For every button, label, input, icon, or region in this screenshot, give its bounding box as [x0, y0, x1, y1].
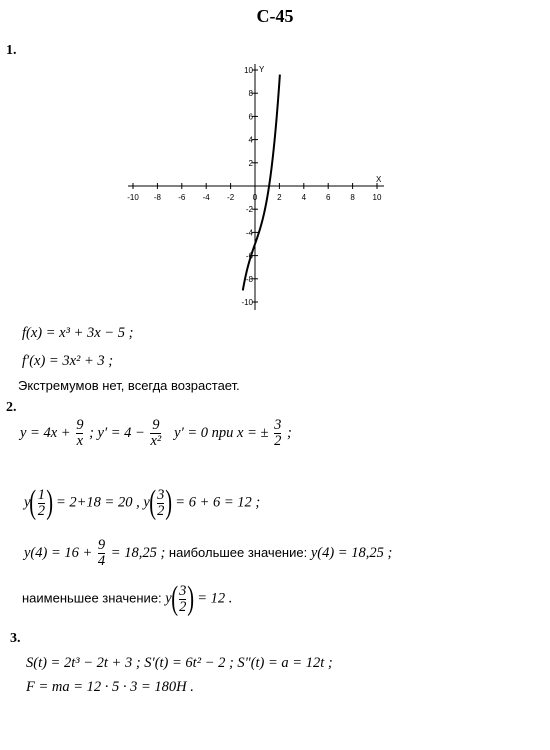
y-axis-label: Y	[259, 65, 265, 74]
x-tick-label: 10	[372, 193, 382, 202]
problem-3-line-2: F = ma = 12 · 5 · 3 = 180H .	[26, 679, 194, 695]
page-title: С-45	[256, 6, 294, 26]
expr-derivative: ; y′ = 4 −	[89, 424, 145, 441]
x-tick-label: 4	[301, 193, 307, 202]
problem-3-line-1: S(t) = 2t³ − 2t + 3 ; S′(t) = 6t² − 2 ; S″(t) = a = 12t ;	[26, 655, 333, 671]
function-definition: f(x) = x³ + 3x − 5 ;	[22, 325, 134, 341]
derivative-definition: f′(x) = 3x² + 3 ;	[22, 353, 114, 369]
problem-2-line-2: y( $\frac{1}{2}$ ) = 2+18 = 20 , y( $\frac{3}{2}$ ) = 6 + 6 = 12 ;	[24, 484, 261, 521]
x-tick-label: -4	[202, 193, 210, 202]
expr-critical: y′ = 0 при x = ±	[174, 424, 269, 441]
problem-1-number: 1.	[6, 43, 17, 58]
x-tick-label: 2	[277, 193, 282, 202]
fraction-3-over-2-b: $\frac{3}{2}$	[157, 486, 165, 519]
y-tick-label: -2	[245, 205, 253, 215]
x-tick-label: 0	[252, 193, 258, 202]
expr-y: y = 4x +	[20, 424, 71, 441]
y-tick-label: -10	[241, 298, 253, 307]
fraction-3-over-2: $\frac{3}{2}$	[274, 417, 282, 449]
x-tick-label: -6	[178, 193, 186, 202]
problem-2-line-3: y(4) = 16 + $\frac{9}{4}$ = 18,25 ; наибольшее значение: y(4) = 18,25 ;	[24, 537, 393, 569]
fraction-9-over-x2: $\frac{9}{\text{x²}}$	[150, 417, 162, 449]
x-tick-label: -10	[127, 193, 139, 202]
problem-2-line-1: y = 4x + $\frac{9}{x}$ ; y′ = 4 − $\frac{9}{\text{x²}}$ y′ = 0 при x = ± $\frac{3}{2}$ ;	[20, 417, 292, 449]
x-axis-label: X	[376, 175, 382, 184]
y-tick-label: 8	[248, 89, 253, 99]
y-tick-label: -4	[245, 228, 253, 238]
fraction-9-over-x: $\frac{9}{x}$	[76, 417, 84, 449]
y-tick-label: -8	[245, 274, 253, 284]
fraction-3-over-2-c: $\frac{3}{2}$	[179, 582, 187, 615]
y-tick-label: 2	[248, 158, 253, 168]
function-graph	[126, 60, 388, 314]
fraction-1-over-2: $\frac{1}{2}$	[37, 486, 46, 519]
x-tick-label: 8	[350, 193, 355, 202]
fraction-9-over-4: $\frac{9}{4}$	[97, 537, 106, 569]
y-tick-label: 6	[248, 112, 253, 122]
problem-3-number: 3.	[10, 631, 21, 646]
y-tick-label: -6	[245, 251, 253, 261]
chart-axes	[128, 64, 384, 310]
x-tick-label: -2	[227, 193, 235, 202]
x-tick-label: -8	[153, 193, 161, 202]
problem-2-number: 2.	[6, 400, 17, 415]
y-tick-label: 10	[244, 66, 253, 75]
conclusion-text: Экстремумов нет, всегда возрастает.	[18, 378, 240, 393]
y-tick-label: 4	[248, 135, 253, 145]
problem-2-line-4: наименьшее значение: y( $\frac{3}{2}$ ) = 12 .	[22, 580, 233, 617]
x-tick-label: 6	[325, 193, 331, 202]
